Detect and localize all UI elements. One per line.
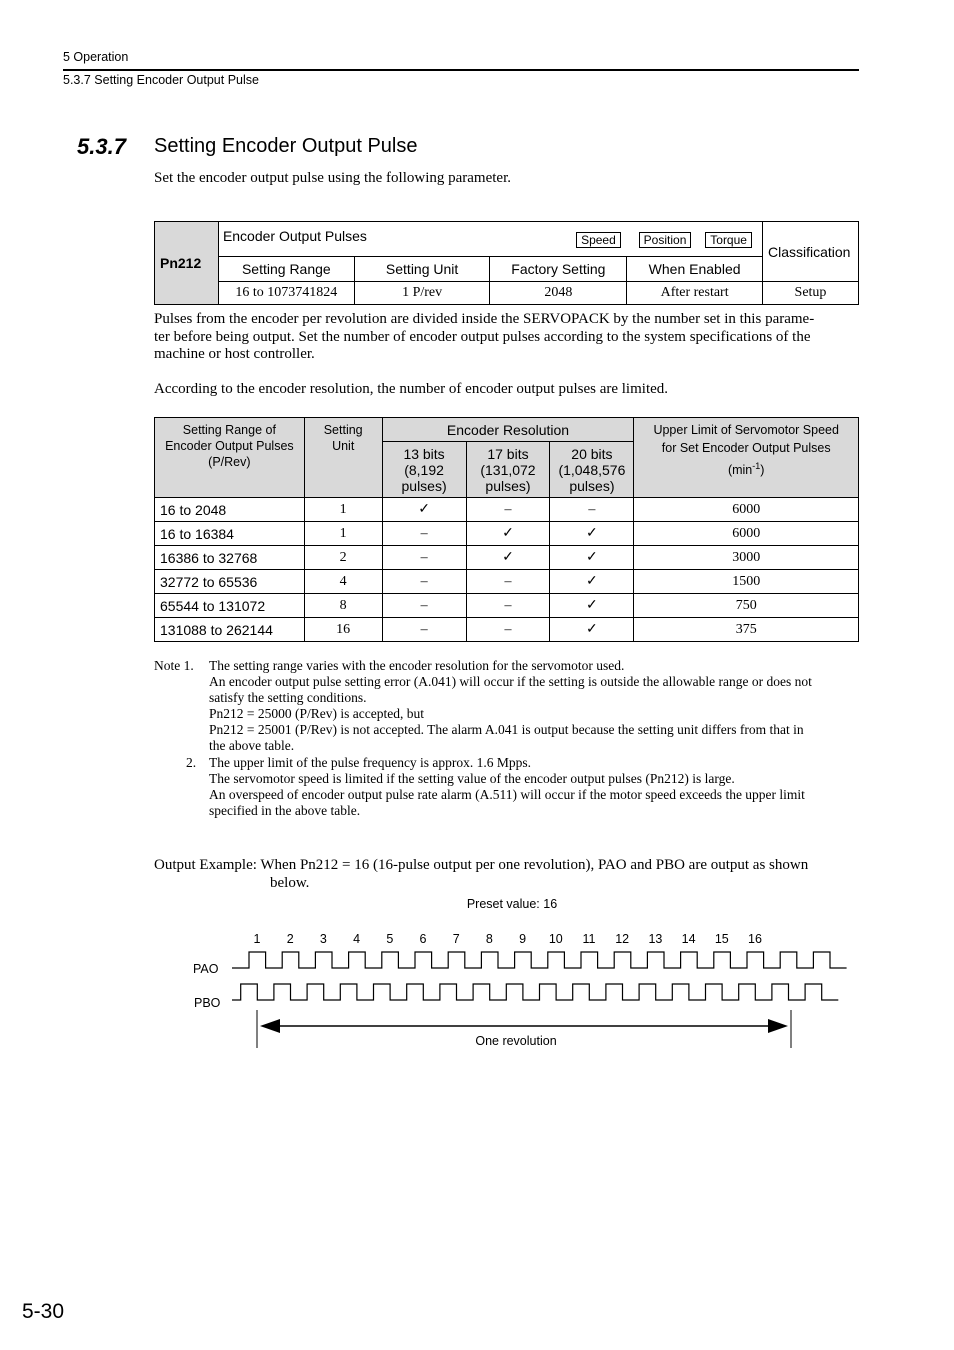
paragraph-pulses	[154, 311, 859, 364]
table-cell: 32772 to 65536	[155, 570, 305, 594]
note-line: specified in the above table.	[209, 802, 361, 818]
pulse-number: 16	[748, 932, 762, 946]
table-row	[155, 522, 859, 546]
header-line: Setting Range of	[182, 423, 276, 437]
section-title: Setting Encoder Output Pulse	[154, 135, 418, 157]
val-classification: Setup	[762, 282, 858, 305]
table-row	[155, 618, 859, 642]
bits-13-header	[382, 442, 466, 498]
pao-label: PAO	[193, 962, 219, 976]
table-cell: –	[382, 546, 466, 570]
paragraph-line: ter before being output. Set the number of encoder output pulses according to the system specifications of the	[154, 328, 811, 345]
table-cell: 1500	[634, 570, 859, 594]
table-cell: 16 to 16384	[155, 522, 305, 546]
table-cell: ✓	[466, 522, 550, 546]
table-cell: –	[382, 570, 466, 594]
pulse-number: 10	[548, 932, 563, 946]
encoder-limit-table	[154, 417, 859, 642]
unit-superscript: -1	[752, 461, 761, 471]
header-line: Unit	[332, 439, 355, 453]
table-cell: –	[382, 594, 466, 618]
table-cell: 65544 to 131072	[155, 594, 305, 618]
note-line: the above table.	[209, 738, 295, 754]
header-rule	[63, 69, 859, 71]
table-cell: 2	[304, 546, 382, 570]
preset-label: Preset value: 16	[466, 897, 558, 911]
hdr-when-enabled: When Enabled	[627, 257, 763, 282]
table-cell: 3000	[634, 546, 859, 570]
pulse-number: 5	[386, 932, 394, 946]
pulse-number: 11	[582, 932, 596, 946]
pulse-number: 8	[485, 932, 493, 946]
table-cell: ✓	[550, 522, 634, 546]
header-line: pulses)	[569, 477, 615, 494]
table-cell: 1	[304, 498, 382, 522]
badge-speed: Speed	[576, 232, 621, 248]
header-line: (1,048,576	[558, 461, 626, 478]
table-row	[155, 570, 859, 594]
page-number: 5-30	[22, 1300, 65, 1323]
val-setting-unit: 1 P/rev	[354, 282, 490, 305]
notes-block	[154, 658, 859, 819]
table-cell: 8	[304, 594, 382, 618]
table-cell: ✓	[550, 570, 634, 594]
pulse-numbers	[254, 932, 762, 946]
header-line: 13 bits	[403, 445, 445, 462]
section-number: 5.3.7	[77, 134, 126, 159]
pulse-number: 12	[615, 932, 630, 946]
header-line: 20 bits	[571, 445, 613, 462]
timing-diagram	[0, 890, 954, 1060]
val-when-enabled: After restart	[627, 282, 763, 305]
table-cell: 6000	[634, 522, 859, 546]
note-line: satisfy the setting conditions.	[209, 690, 367, 706]
pulse-number: 9	[519, 932, 527, 946]
intro-text: Set the encoder output pulse using the following parameter.	[154, 170, 511, 186]
val-factory-setting: 2048	[490, 282, 627, 305]
bits-20-header	[550, 442, 634, 498]
one-revolution-label: One revolution	[475, 1034, 557, 1048]
note-line: Pn212 = 25000 (P/Rev) is accepted, but	[209, 706, 424, 722]
arrow-left-icon	[260, 1019, 280, 1033]
header-line: pulses)	[485, 477, 531, 494]
running-header-chapter: 5 Operation	[63, 50, 129, 64]
pbo-waveform	[232, 984, 838, 1000]
table-cell: –	[466, 594, 550, 618]
unit-text: )	[760, 463, 765, 478]
table-cell: 6000	[634, 498, 859, 522]
table-cell: –	[382, 618, 466, 642]
pulse-number: 13	[648, 932, 663, 946]
hdr-setting-range: Setting Range	[218, 257, 354, 282]
pao-waveform	[232, 952, 847, 968]
output-example-line1: Output Example: When Pn212 = 16 (16-pulse output per one revolution), PAO and PBO are output as shown	[154, 857, 809, 873]
header-line: (131,072	[480, 461, 536, 478]
paragraph-line: Pulses from the encoder per revolution are divided inside the SERVOPACK by the number set in this parame-	[154, 311, 815, 327]
param-number: Pn212	[155, 222, 219, 305]
arrow-right-icon	[768, 1019, 788, 1033]
table-cell: –	[466, 570, 550, 594]
encoder-resolution-header: Encoder Resolution	[382, 418, 634, 442]
table-row	[155, 594, 859, 618]
parameter-table	[154, 221, 859, 305]
table-cell: 16 to 2048	[155, 498, 305, 522]
badge-position: Position	[639, 232, 692, 248]
note-label: 2.	[186, 754, 197, 770]
note-line: The servomotor speed is limited if the setting value of the encoder output pulses (Pn212) is large.	[209, 770, 735, 786]
table-cell: 131088 to 262144	[155, 618, 305, 642]
pulse-number: 7	[452, 932, 460, 946]
note-1-lines	[154, 658, 859, 755]
table-cell: 16	[304, 618, 382, 642]
header-line: for Set Encoder Output Pulses	[661, 441, 831, 455]
val-setting-range: 16 to 1073741824	[218, 282, 354, 305]
col-setting-range-header	[155, 418, 305, 498]
header-line: pulses)	[401, 477, 447, 494]
note-line: The setting range varies with the encoder resolution for the servomotor used.	[209, 658, 625, 673]
bits-17-header	[466, 442, 550, 498]
header-line: Setting	[323, 423, 363, 437]
table-cell: 750	[634, 594, 859, 618]
param-name: Encoder Output Pulses	[222, 228, 367, 244]
note-label: Note 1.	[154, 658, 194, 673]
col-upper-limit-header	[634, 418, 859, 498]
hdr-setting-unit: Setting Unit	[354, 257, 490, 282]
classification-header: Classification	[762, 222, 858, 282]
header-line: (8,192	[404, 461, 444, 478]
col-setting-unit-header	[304, 418, 382, 498]
note-2	[154, 755, 859, 819]
table-cell: ✓	[550, 618, 634, 642]
paragraph-line: machine or host controller.	[154, 346, 315, 362]
pulse-number: 2	[286, 932, 294, 946]
table-cell: –	[382, 522, 466, 546]
table-cell: ✓	[550, 594, 634, 618]
note-2-lines	[154, 755, 859, 819]
header-line: Encoder Output Pulses	[165, 439, 294, 453]
header-line: (P/Rev)	[208, 455, 251, 469]
paragraph-resolution: According to the encoder resolution, the number of encoder output pulses are limited.	[154, 381, 669, 397]
table-cell: ✓	[382, 498, 466, 522]
table-cell: 4	[304, 570, 382, 594]
table-cell: –	[466, 618, 550, 642]
pulse-number: 6	[419, 932, 427, 946]
pulse-number: 1	[253, 932, 261, 946]
table-cell: 1	[304, 522, 382, 546]
header-line: 17 bits	[487, 445, 529, 462]
badge-torque: Torque	[705, 232, 752, 248]
table-row	[155, 546, 859, 570]
pulse-number: 4	[353, 932, 361, 946]
note-line: An encoder output pulse setting error (A.041) will occur if the setting is outside the allowable range or does not	[209, 674, 812, 690]
note-line: An overspeed of encoder output pulse rate alarm (A.511) will occur if the motor speed exceeds the upper limit	[209, 786, 805, 802]
header-line: Upper Limit of Servomotor Speed	[653, 423, 839, 437]
table-cell: 375	[634, 618, 859, 642]
pbo-label: PBO	[194, 996, 221, 1010]
note-line: The upper limit of the pulse frequency is approx. 1.6 Mpps.	[209, 754, 532, 770]
table-cell: –	[466, 498, 550, 522]
pulse-number: 3	[319, 932, 327, 946]
note-line: Pn212 = 25001 (P/Rev) is not accepted. The alarm A.041 is output because the setting unit differs from that in	[209, 722, 804, 738]
hdr-factory-setting: Factory Setting	[490, 257, 627, 282]
pulse-number: 15	[714, 932, 729, 946]
table-cell: ✓	[550, 546, 634, 570]
table-cell: –	[550, 498, 634, 522]
table-cell: 16386 to 32768	[155, 546, 305, 570]
header-unit	[634, 457, 858, 479]
output-example-line2: below.	[270, 875, 310, 891]
unit-text: (min	[727, 463, 753, 478]
param-name-cell	[218, 222, 762, 257]
limit-table-body	[155, 498, 859, 642]
table-row	[155, 498, 859, 522]
table-cell: ✓	[466, 546, 550, 570]
pulse-number: 14	[681, 932, 696, 946]
running-header-section: 5.3.7 Setting Encoder Output Pulse	[63, 73, 259, 87]
note-1	[154, 658, 859, 755]
